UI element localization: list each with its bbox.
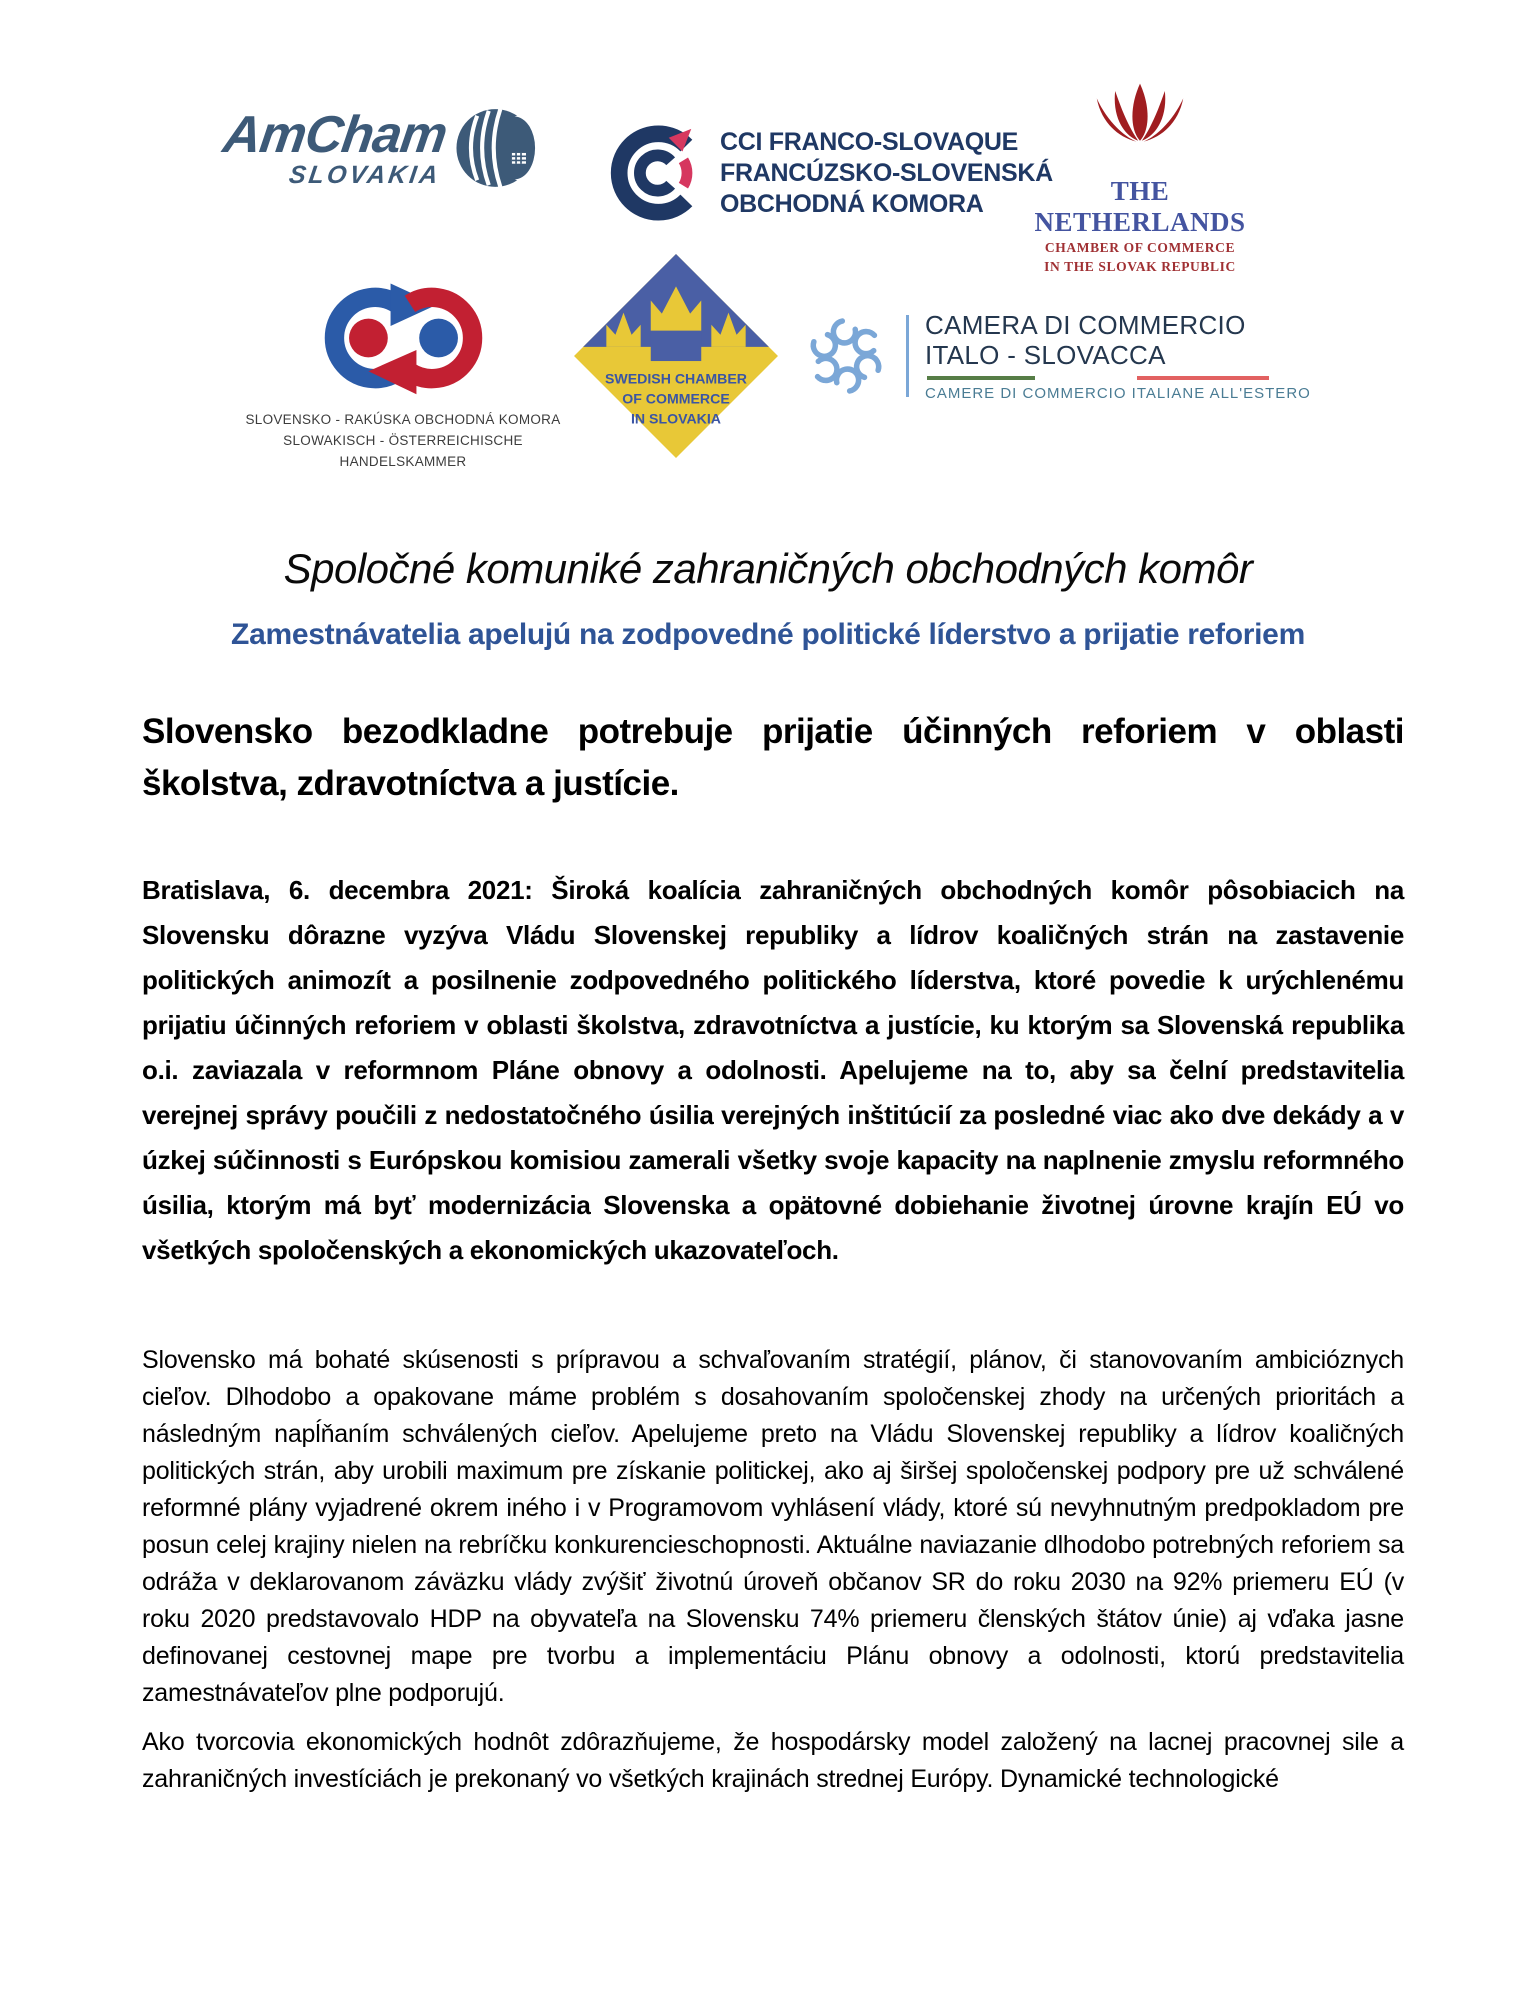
netherlands-logo-sub1: CHAMBER OF COMMERCE [1044, 240, 1236, 255]
cci-logo-line1: CCI FRANCO-SLOVAQUE [720, 127, 1018, 156]
amcham-globe-icon [454, 92, 537, 204]
amcham-logo-text [216, 105, 451, 189]
cci-franco-slovak-logo [606, 124, 1053, 222]
austrian-logo-line2: SLOWAKISCH - ÖSTERREICHISCHE HANDELSKAMMER [283, 433, 523, 469]
netherlands-chamber-logo [1005, 80, 1275, 276]
italo-logo-line2: ITALO - SLOVACCA [925, 340, 1166, 370]
swedish-logo-line1: SWEDISH CHAMBER [604, 370, 748, 387]
italo-red-line [1137, 376, 1269, 380]
paragraph-body-1: Slovensko má bohaté skúsenosti s prípravou a schvaľovaním stratégií, plánov, či stanovovaním ambicióznych cieľov. Dlhodobo a opakovane máme problém s dosahovaním spoločenskej zhody na určených prioritách a následným napĺňaním schválených cieľov. Apelujeme preto na Vládu Slovenskej republiky a lídrov koaličných politických strán, aby urobili maximum pre získanie politickej, ako aj širšej spoločenskej podpory pre už schválené reformné plány vyjadrené okrem iného i v Programovom vyhlásení vlády, ktoré sú nevyhnutným predpokladom pre posun celej krajiny nielen na rebríčku konkurencieschopnosti. Aktuálne naviazanie dlhodobo potrebných reforiem sa odráža v deklarovanom záväzku vlády zvýšiť životnú úroveň občanov SR do roku 2030 na 92% priemeru EÚ (v roku 2020 predstavovalo HDP na obyvateľa na Slovensku 74% priemeru členských štátov únie) aj vďaka jasne definovanej cestovnej mape pre tvorbu a implementáciu Plánu obnovy a odolnosti, ktorú predstavitelia zamestnávateľov plne podporujú. [142, 1346, 1404, 1707]
swirl-flower-icon [800, 310, 892, 402]
swedish-logo-line2: OF COMMERCE [622, 390, 730, 407]
document-subtitle: Zamestnávatelia apelujú na zodpovedné politické líderstvo a prijatie reforiem [231, 618, 1305, 651]
heading-line2: školstva, zdravotníctva a justície. [142, 764, 679, 803]
circular-arrows-icon [301, 278, 506, 398]
paragraph-body-2: Ako tvorcovia ekonomických hodnôt zdôrazňujeme, že hospodársky model založený na lacnej pracovnej sile a zahraničných investíciách je prekonaný vo všetkých krajinách strednej Európy. Dynamické technologické [142, 1728, 1404, 1793]
italo-logo-divider [906, 315, 909, 397]
swedish-diamond-icon [570, 250, 782, 462]
document-heading [142, 706, 1404, 810]
italo-green-line [927, 376, 1035, 380]
italo-slovak-chamber-logo [800, 310, 1311, 402]
italo-logo-line3: CAMERE DI COMMERCIO ITALIANE ALL'ESTERO [925, 385, 1311, 402]
tulip-icon [1080, 80, 1200, 172]
heading-line1: Slovensko bezodkladne potrebuje prijatie účinných reforiem v oblasti [142, 712, 1404, 751]
swedish-logo-line3: IN SLOVAKIA [631, 410, 721, 427]
cci-logo-line3: OBCHODNÁ KOMORA [720, 189, 984, 218]
cci-logo-text [720, 127, 1053, 220]
document-title: Spoločné komuniké zahraničných obchodných komôr [283, 545, 1253, 592]
paragraph-lead: Bratislava, 6. decembra 2021: Široká koalícia zahraničných obchodných komôr pôsobiacich na Slovensku dôrazne vyzýva Vládu Slovenskej republiky a lídrov koaličných strán na zastavenie politických animozít a posilnenie zodpovedného politického líderstva, ktoré povedie k urýchlenému prijatiu účinných reforiem v oblasti školstva, zdravotníctva a justície, ku ktorým sa Slovenská republika o.i. zaviazala v reformnom Pláne obnovy a odolnosti. Apelujeme na to, aby sa čelní predstavitelia verejnej správy poučili z nedostatočného úsilia verejných inštitúcií za posledné viac ako dve dekády a v úzkej súčinnosti s Európskou komisiou zamerali všetky svoje kapacity na naplnenie zmyslu reformného úsilia, ktorým má byť modernizácia Slovenska a opätovné dobiehanie životnej úrovne krajín EÚ vo všetkých spoločenských a ekonomických ukazovateľoch. [142, 875, 1404, 1265]
italo-logo-line1: CAMERA DI COMMERCIO [925, 310, 1246, 340]
swedish-chamber-logo [570, 250, 782, 467]
amcham-logo-subtitle: SLOVAKIA [287, 160, 443, 189]
amcham-slovakia-logo [219, 92, 537, 204]
cci-monogram-icon [606, 124, 704, 222]
slovak-austrian-chamber-logo [228, 278, 578, 472]
italo-logo-text [925, 310, 1311, 402]
cci-logo-line2: FRANCÚZSKO-SLOVENSKÁ [720, 158, 1053, 187]
netherlands-logo-title: THE NETHERLANDS [1034, 176, 1246, 237]
amcham-logo-wordmark: AmCham [219, 105, 451, 164]
netherlands-logo-sub2: IN THE SLOVAK REPUBLIC [1044, 259, 1236, 274]
austrian-logo-text [228, 409, 578, 472]
italo-logo-flag-lines [925, 373, 1275, 383]
austrian-logo-line1: SLOVENSKO - RAKÚSKA OBCHODNÁ KOMORA [245, 412, 561, 427]
